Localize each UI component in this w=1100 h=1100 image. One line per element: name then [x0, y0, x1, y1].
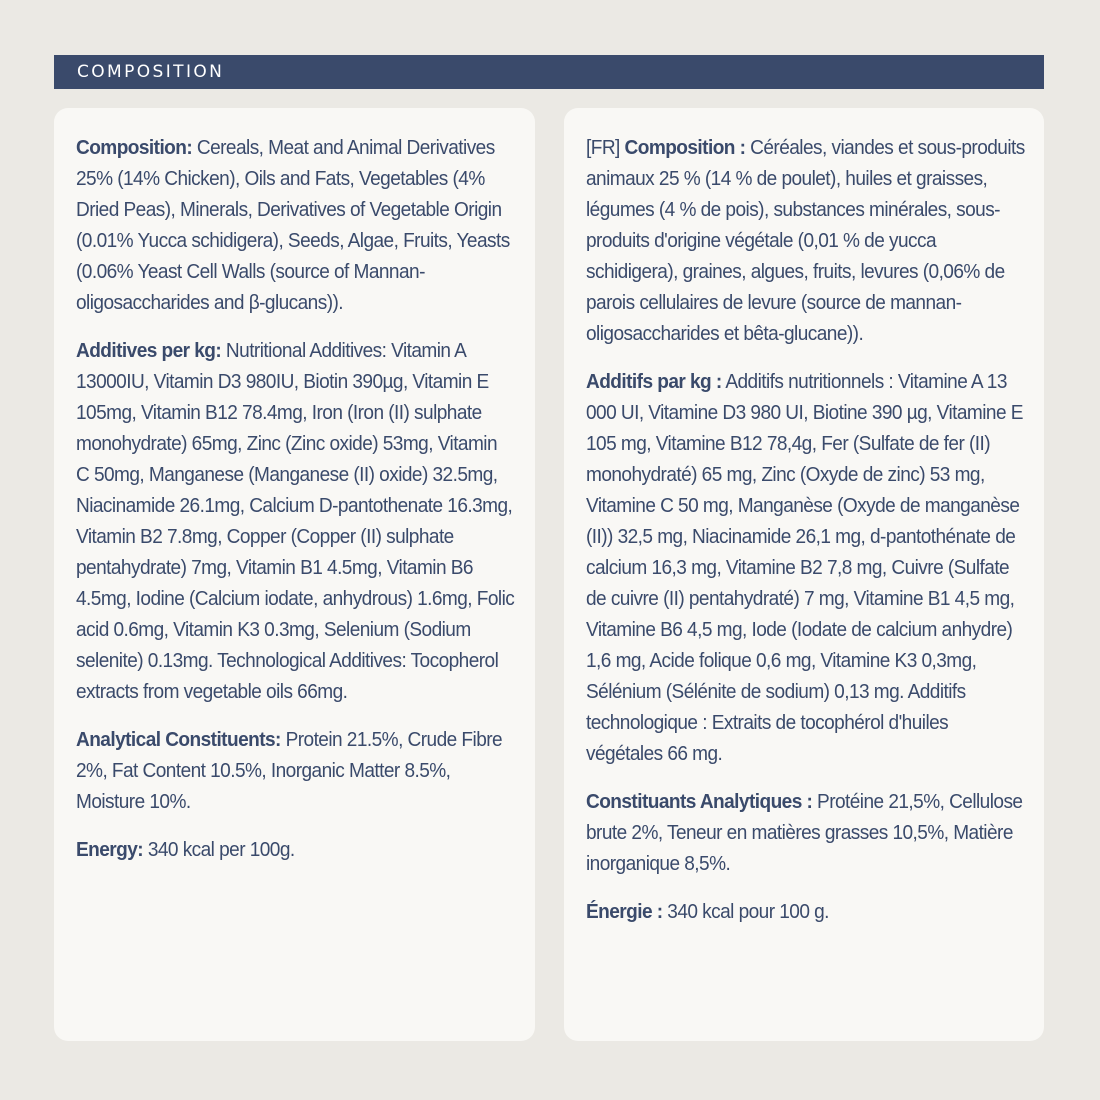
header-title: COMPOSITION [77, 62, 225, 82]
fr-energy-text: 340 kcal pour 100 g. [662, 900, 829, 923]
fr-additives-text: Additifs nutritionnels : Vitamine A 13 000 UI, Vitamine D3 980 UI, Biotine 390 µg, Vitamine E 105 mg, Vitamine B12 78,4g, Fer (Sulfate de fer (II) monohydraté) 65 mg, Zinc (Oxyde de zinc) 53 mg, Vitamine C 50 mg, Manganèse (Oxyde de manganèse (II)) 32,5 mg, Niacinamide 26,1 mg, d-pantothénate de calcium 16,3 mg, Vitamine B2 7,8 mg, Cuivre (Sulfate de cuivre (II) pentahydraté) 7 mg, Vitamine B1 4,5 mg, Vitamine B6 4,5 mg, Iode (Iodate de calcium anhydre) 1,6 mg, Acide folique 0,6 mg, Vitamine K3 0,3mg, Sélénium (Sélénite de sodium) 0,13 mg. Additifs technologique : Extraits de tocophérol d'huiles végétales 66 mg. [586, 370, 1023, 765]
fr-composition-paragraph [586, 132, 1028, 349]
en-composition-label: Composition: [76, 136, 193, 159]
fr-composition-label: Composition : [624, 136, 746, 159]
en-energy-paragraph [76, 834, 515, 865]
fr-analytical-label: Constituants Analytiques : [586, 790, 813, 813]
composition-header-bar [54, 55, 1044, 89]
en-additives-text: Nutritional Additives: Vitamin A 13000IU, Vitamin D3 980IU, Biotin 390µg, Vitamin E 105mg, Vitamin B12 78.4mg, Iron (Iron (II) sulphate monohydrate) 65mg, Zinc (Zinc oxide) 53mg, Vitamin C 50mg, Manganese (Manganese (II) oxide) 32.5mg, Niacinamide 26.1mg, Calcium D-pantothenate 16.3mg, Vitamin B2 7.8mg, Copper (Copper (II) sulphate pentahydrate) 7mg, Vitamin B1 4.5mg, Vitamin B6 4.5mg, Iodine (Calcium iodate, anhydrous) 1.6mg, Folic acid 0.6mg, Vitamin K3 0.3mg, Selenium (Sodium selenite) 0.13mg. Technological Additives: Tocopherol extracts from vegetable oils 66mg. [76, 339, 515, 703]
en-energy-text: 340 kcal per 100g. [143, 838, 295, 861]
en-composition-text: Cereals, Meat and Animal Derivatives 25% (14% Chicken), Oils and Fats, Vegetables (4% Dried Peas), Minerals, Derivatives of Vegetable Origin (0.01% Yucca schidigera), Seeds, Algae, Fruits, Yeasts (0.06% Yeast Cell Walls (source of Mannan-oligosaccharides and β-glucans)). [76, 136, 510, 314]
en-additives-label: Additives per kg: [76, 339, 222, 362]
french-panel [564, 108, 1044, 1041]
en-energy-label: Energy: [76, 838, 144, 861]
en-additives-paragraph [76, 335, 515, 707]
fr-language-prefix: [FR] [586, 136, 625, 159]
en-analytical-paragraph [76, 724, 515, 817]
en-analytical-text: Protein 21.5%, Crude Fibre 2%, Fat Content 10.5%, Inorganic Matter 8.5%, Moisture 10%. [76, 728, 503, 813]
fr-analytical-paragraph [586, 786, 1028, 879]
fr-composition-text: Céréales, viandes et sous-produits animaux 25 % (14 % de poulet), huiles et graisses, légumes (4 % de pois), substances minérales, sous-produits d'origine végétale (0,01 % de yucca schidigera), graines, algues, fruits, levures (0,06% de parois cellulaires de levure (source de mannan-oligosaccharides et bêta-glucane)). [586, 136, 1025, 345]
fr-additives-paragraph [586, 366, 1028, 769]
english-panel [54, 108, 535, 1041]
fr-analytical-text: Protéine 21,5%, Cellulose brute 2%, Teneur en matières grasses 10,5%, Matière inorganique 8,5%. [586, 790, 1023, 875]
fr-additives-label: Additifs par kg : [586, 370, 722, 393]
fr-energy-paragraph [586, 896, 1028, 927]
fr-energy-label: Énergie : [586, 900, 663, 923]
en-analytical-label: Analytical Constituents: [76, 728, 281, 751]
en-composition-paragraph [76, 132, 515, 318]
